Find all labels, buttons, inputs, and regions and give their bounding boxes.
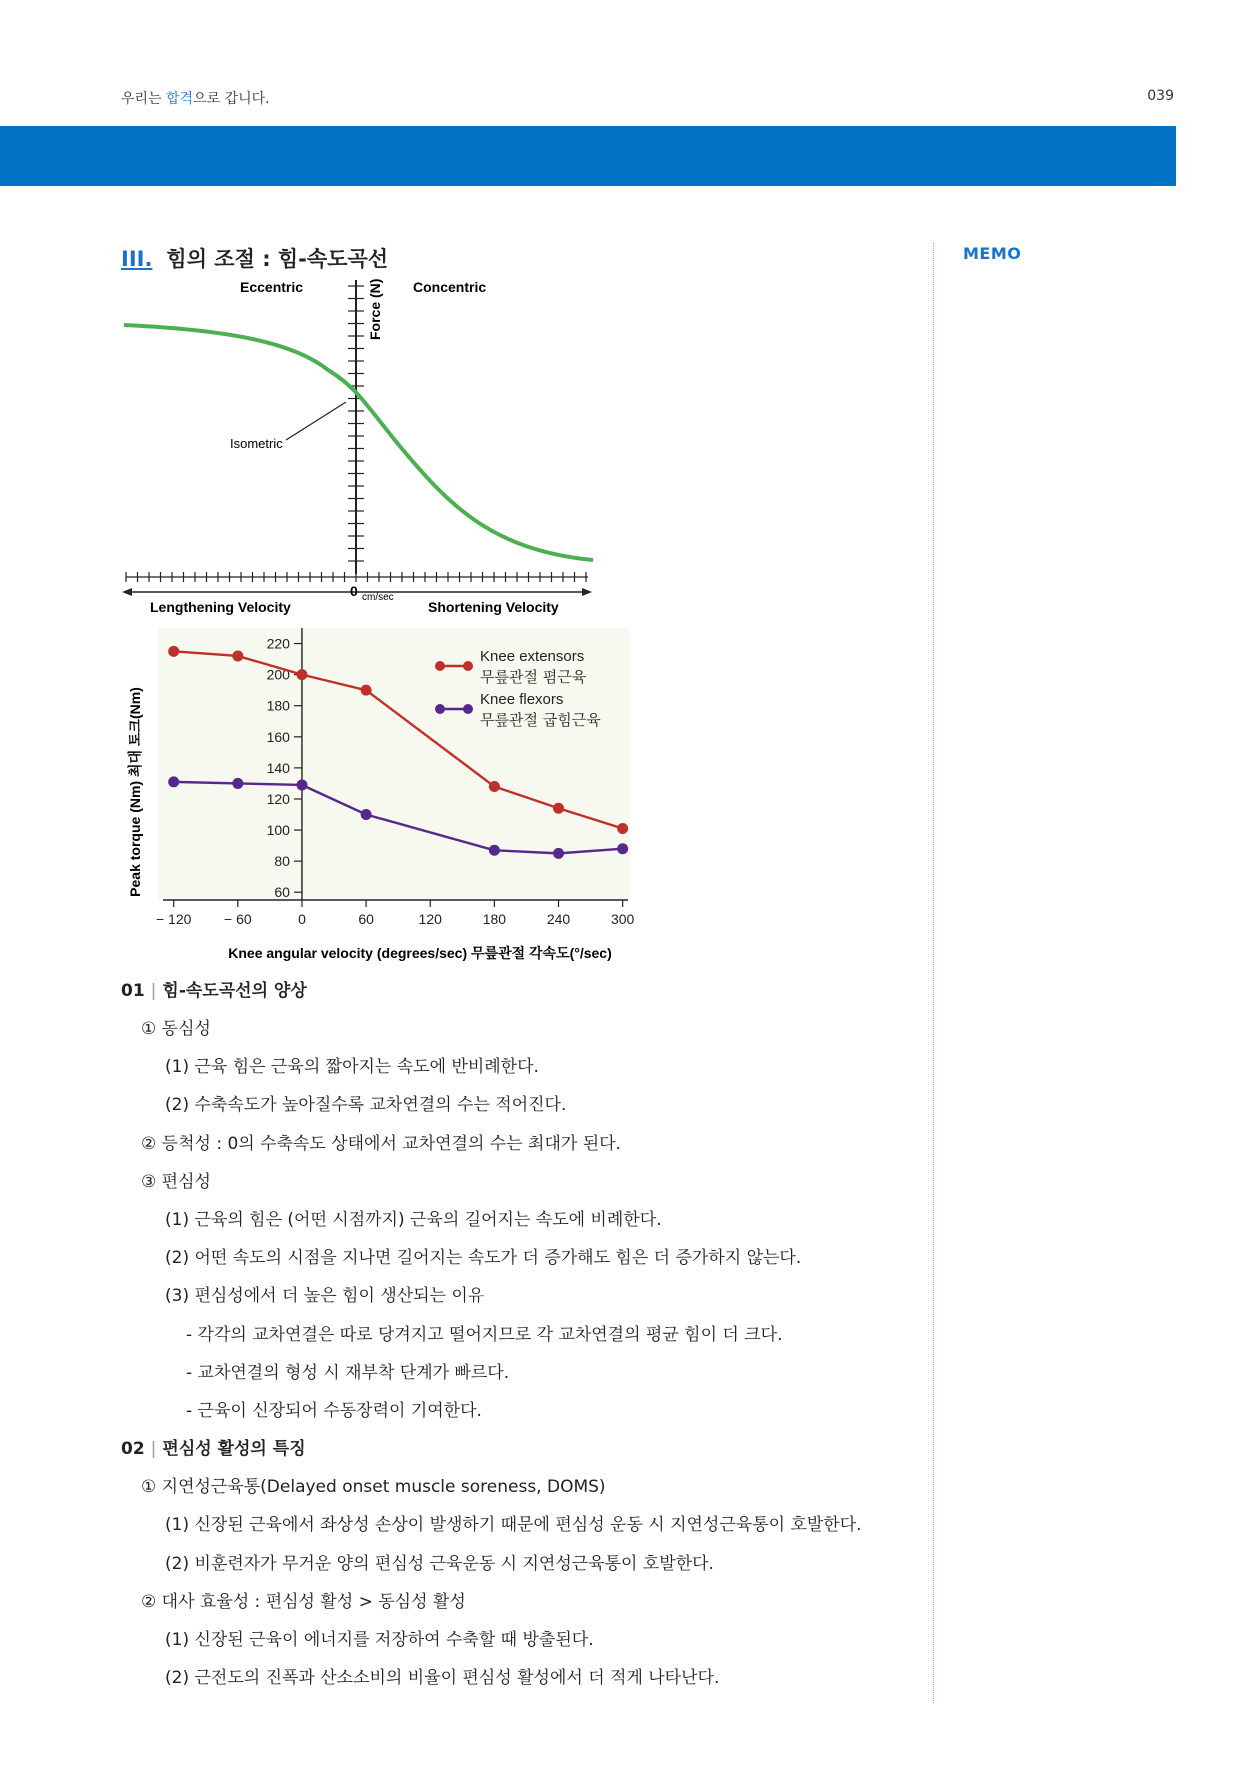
- x-tick-label: 60: [358, 911, 374, 927]
- peak-torque-chart: [118, 622, 638, 962]
- item-2-1: ① 지연성근육통(Delayed onset muscle soreness, DOMS): [141, 1477, 606, 1497]
- bullet-c: - 근육이 신장되어 수동장력이 기여한다.: [186, 1401, 482, 1421]
- header-highlight: 합격: [166, 91, 194, 107]
- legend-label: Knee extensors: [480, 648, 585, 665]
- bullet-a: - 각각의 교차연결은 따로 당겨지고 떨어지므로 각 교차연결의 평균 힘이 더 크다.: [186, 1325, 783, 1345]
- heading-number: 01: [121, 981, 145, 1001]
- data-point: [232, 778, 243, 789]
- data-point: [489, 781, 500, 792]
- left-arrowhead: [122, 588, 132, 596]
- heading-divider: |: [150, 1439, 157, 1459]
- y-tick-label: 100: [266, 822, 290, 839]
- item-2-1-1: (1) 신장된 근육에서 좌상성 손상이 발생하기 때문에 편심성 운동 시 지연성근육통이 호발한다.: [165, 1515, 862, 1535]
- item-2-1-2: (2) 비훈련자가 무거운 양의 편심성 근육운동 시 지연성근육통이 호발한다.: [165, 1554, 714, 1574]
- y-axis-label: Peak torque (Nm) 최대 토크(Nm): [127, 687, 143, 897]
- item-2-2-2: (2) 근전도의 진폭과 산소소비의 비율이 편심성 활성에서 더 적게 나타난다.: [165, 1668, 720, 1688]
- isometric-label: Isometric: [230, 436, 283, 451]
- legend-label-ko: 무릎관절 폄근육: [480, 668, 587, 686]
- section-title-text: 힘의 조절 : 힘-속도곡선: [166, 247, 389, 271]
- header-text: 우리는: [121, 91, 167, 107]
- item-3-1: (1) 근육의 힘은 (어떤 시점까지) 근육의 길어지는 속도에 비례한다.: [165, 1210, 662, 1230]
- isometric-pointer: [286, 402, 346, 440]
- legend-marker: [435, 661, 445, 671]
- zero-unit-label: cm/sec: [362, 592, 394, 603]
- header-text-suffix: 으로 갑니다.: [193, 91, 270, 107]
- eccentric-label: Eccentric: [240, 279, 304, 295]
- heading-title: 힘-속도곡선의 양상: [162, 981, 307, 1001]
- y-tick-label: 160: [266, 728, 290, 745]
- y-tick-label: 80: [274, 853, 290, 870]
- heading-01: [121, 976, 307, 1001]
- item-3: ③ 편심성: [141, 1172, 211, 1192]
- data-point: [168, 646, 179, 657]
- item-1-1: (1) 근육 힘은 근육의 짧아지는 속도에 반비례한다.: [165, 1057, 539, 1077]
- item-3-3: (3) 편심성에서 더 높은 힘이 생산되는 이유: [165, 1286, 485, 1306]
- right-arrowhead: [582, 588, 592, 596]
- data-point: [296, 779, 307, 790]
- data-point: [168, 776, 179, 787]
- legend-label-ko: 무릎관절 굽힘근육: [480, 711, 601, 729]
- legend-marker: [463, 661, 473, 671]
- x-tick-label: 0: [298, 911, 306, 927]
- heading-divider: |: [150, 981, 157, 1001]
- item-2-2-1: (1) 신장된 근육이 에너지를 저장하여 수축할 때 방출된다.: [165, 1630, 594, 1650]
- x-tick-label: 240: [546, 911, 571, 927]
- x-tick-label: − 60: [224, 911, 252, 927]
- data-point: [617, 843, 628, 854]
- memo-label: MEMO: [963, 244, 1022, 263]
- x-tick-label: 120: [418, 911, 442, 927]
- legend-marker: [435, 704, 445, 714]
- data-point: [296, 669, 307, 680]
- lengthening-label: Lengthening Velocity: [150, 599, 291, 615]
- x-tick-label: 180: [482, 911, 507, 927]
- section-title: [121, 243, 388, 273]
- legend-marker: [463, 704, 473, 714]
- heading-number: 02: [121, 1439, 145, 1459]
- y-tick-label: 60: [274, 884, 290, 901]
- data-point: [553, 803, 564, 814]
- force-velocity-curve: [124, 325, 593, 560]
- item-2-2: ② 대사 효율성 : 편심성 활성 > 동심성 활성: [141, 1592, 466, 1612]
- shortening-label: Shortening Velocity: [428, 599, 559, 615]
- bullet-b: - 교차연결의 형성 시 재부착 단계가 빠르다.: [186, 1363, 510, 1383]
- header-band: [0, 126, 1176, 186]
- data-point: [617, 823, 628, 834]
- data-point: [489, 845, 500, 856]
- x-tick-label: − 120: [155, 911, 192, 927]
- force-velocity-figure: [118, 272, 598, 622]
- item-2: ② 등척성 : 0의 수축속도 상태에서 교차연결의 수는 최대가 된다.: [141, 1134, 621, 1154]
- y-tick-label: 220: [266, 635, 290, 652]
- zero-label: 0: [350, 583, 358, 599]
- concentric-label: Concentric: [413, 279, 487, 295]
- data-point: [553, 848, 564, 859]
- item-3-2: (2) 어떤 속도의 시점을 지나면 길어지는 속도가 더 증가해도 힘은 더 증가하지 않는다.: [165, 1248, 802, 1268]
- x-tick-label: 300: [610, 911, 635, 927]
- heading-title: 편심성 활성의 특징: [162, 1439, 306, 1459]
- item-1: ① 동심성: [141, 1019, 211, 1039]
- y-tick-label: 200: [266, 666, 290, 683]
- y-tick-label: 120: [266, 790, 290, 807]
- section-number: III.: [121, 247, 153, 271]
- heading-02: [121, 1434, 306, 1459]
- y-tick-label: 140: [266, 759, 290, 776]
- data-point: [361, 809, 372, 820]
- x-axis-label: Knee angular velocity (degrees/sec) 무릎관절 각속도(°/sec): [228, 945, 612, 961]
- legend-label: Knee flexors: [480, 691, 564, 708]
- force-axis-label: Force (N): [367, 278, 383, 340]
- data-point: [361, 685, 372, 696]
- memo-divider: [933, 243, 934, 1703]
- running-header: [121, 88, 270, 108]
- item-1-2: (2) 수축속도가 높아질수록 교차연결의 수는 적어진다.: [165, 1095, 567, 1115]
- data-point: [232, 650, 243, 661]
- y-tick-label: 180: [266, 697, 290, 714]
- page-number: 039: [1147, 88, 1174, 104]
